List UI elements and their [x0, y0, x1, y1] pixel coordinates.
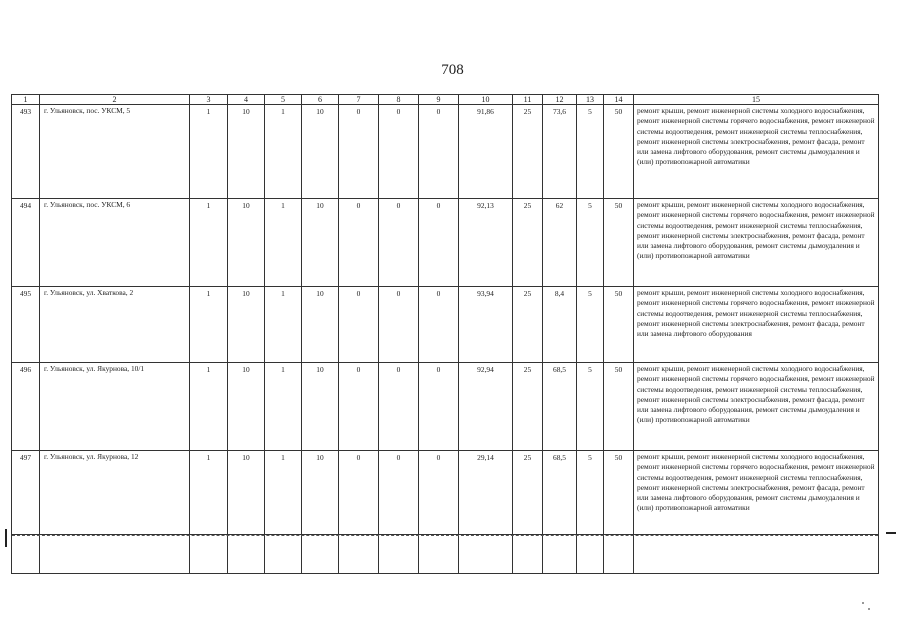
table-row-empty [12, 535, 879, 574]
cell-c10: 91,86 [459, 105, 513, 199]
header-col-13: 13 [577, 95, 604, 105]
scan-crop-mark-left [5, 529, 12, 547]
page-number: 708 [441, 62, 464, 78]
row-address: г. Ульяновск, ул. Якурнова, 10/1 [40, 363, 190, 451]
empty-cell [459, 535, 513, 574]
cell-c7: 0 [339, 199, 379, 287]
column-number-header [12, 95, 879, 105]
header-col-3: 3 [190, 95, 228, 105]
cell-c9: 0 [419, 105, 459, 199]
cell-c3: 1 [190, 287, 228, 363]
cell-c14: 50 [604, 363, 634, 451]
table-row [12, 451, 879, 535]
row-works: ремонт крыши, ремонт инженерной системы холодного водоснабжения, ремонт инженерной системы горячего водоснабжения, ремонт инженерной системы водоотведения, ремонт инженерной системы теплоснабжения, ремонт инженерной системы электроснабжения, ремонт фасада, ремонт или замена лифтового оборудования [634, 287, 879, 363]
cell-c5: 1 [265, 105, 302, 199]
cell-c14: 50 [604, 287, 634, 363]
cell-c7: 0 [339, 105, 379, 199]
empty-cell [577, 535, 604, 574]
header-col-15: 15 [634, 95, 879, 105]
cell-c6: 10 [302, 451, 339, 535]
cell-c8: 0 [379, 363, 419, 451]
cell-c5: 1 [265, 199, 302, 287]
row-index: 493 [12, 105, 40, 199]
cell-c8: 0 [379, 199, 419, 287]
scan-crop-mark-right [886, 532, 896, 548]
header-col-5: 5 [265, 95, 302, 105]
cell-c11: 25 [513, 199, 543, 287]
cell-c8: 0 [379, 451, 419, 535]
cell-c5: 1 [265, 451, 302, 535]
cell-c9: 0 [419, 363, 459, 451]
cell-c3: 1 [190, 363, 228, 451]
scan-artifact-line [12, 535, 878, 536]
row-address: г. Ульяновск, пос. УКСМ, 5 [40, 105, 190, 199]
header-col-2: 2 [40, 95, 190, 105]
cell-c6: 10 [302, 363, 339, 451]
cell-c13: 5 [577, 105, 604, 199]
cell-c12: 68,5 [543, 363, 577, 451]
row-address: г. Ульяновск, ул. Якурнова, 12 [40, 451, 190, 535]
cell-c10: 93,94 [459, 287, 513, 363]
cell-c4: 10 [228, 363, 265, 451]
cell-c14: 50 [604, 199, 634, 287]
cell-c4: 10 [228, 199, 265, 287]
table-row [12, 199, 879, 287]
cell-c13: 5 [577, 363, 604, 451]
cell-c6: 10 [302, 287, 339, 363]
table-row [12, 287, 879, 363]
empty-cell [604, 535, 634, 574]
row-works: ремонт крыши, ремонт инженерной системы холодного водоснабжения, ремонт инженерной системы горячего водоснабжения, ремонт инженерной системы водоотведения, ремонт инженерной системы теплоснабжения, ремонт инженерной системы электроснабжения, ремонт фасада, ремонт или замена лифтового оборудования, ремонт системы дымоудаления и (или) противопожарной автоматики [634, 363, 879, 451]
cell-c4: 10 [228, 287, 265, 363]
empty-cell [12, 535, 40, 574]
header-col-1: 1 [12, 95, 40, 105]
empty-cell [40, 535, 190, 574]
cell-c8: 0 [379, 287, 419, 363]
cell-c8: 0 [379, 105, 419, 199]
cell-c14: 50 [604, 451, 634, 535]
header-col-9: 9 [419, 95, 459, 105]
cell-c10: 29,14 [459, 451, 513, 535]
row-index: 495 [12, 287, 40, 363]
cell-c4: 10 [228, 451, 265, 535]
empty-cell [302, 535, 339, 574]
cell-c9: 0 [419, 451, 459, 535]
cell-c9: 0 [419, 199, 459, 287]
scan-speck [868, 608, 870, 610]
cell-c13: 5 [577, 451, 604, 535]
cell-c6: 10 [302, 105, 339, 199]
empty-cell [190, 535, 228, 574]
cell-c7: 0 [339, 363, 379, 451]
cell-c7: 0 [339, 451, 379, 535]
cell-c11: 25 [513, 363, 543, 451]
cell-c14: 50 [604, 105, 634, 199]
cell-c12: 68,5 [543, 451, 577, 535]
cell-c5: 1 [265, 287, 302, 363]
cell-c12: 8,4 [543, 287, 577, 363]
scan-speck [862, 602, 864, 604]
cell-c11: 25 [513, 451, 543, 535]
header-col-6: 6 [302, 95, 339, 105]
cell-c3: 1 [190, 105, 228, 199]
empty-cell [228, 535, 265, 574]
cell-c11: 25 [513, 287, 543, 363]
row-index: 496 [12, 363, 40, 451]
row-works: ремонт крыши, ремонт инженерной системы холодного водоснабжения, ремонт инженерной системы горячего водоснабжения, ремонт инженерной системы водоотведения, ремонт инженерной системы теплоснабжения, ремонт инженерной системы электроснабжения, ремонт фасада, ремонт или замена лифтового оборудования, ремонт системы дымоудаления и (или) противопожарной автоматики [634, 199, 879, 287]
header-col-11: 11 [513, 95, 543, 105]
row-index: 494 [12, 199, 40, 287]
row-works: ремонт крыши, ремонт инженерной системы холодного водоснабжения, ремонт инженерной системы горячего водоснабжения, ремонт инженерной системы водоотведения, ремонт инженерной системы теплоснабжения, ремонт инженерной системы электроснабжения, ремонт фасада, ремонт или замена лифтового оборудования, ремонт системы дымоудаления и (или) противопожарной автоматики [634, 105, 879, 199]
cell-c10: 92,94 [459, 363, 513, 451]
empty-cell [339, 535, 379, 574]
empty-cell [419, 535, 459, 574]
header-col-10: 10 [459, 95, 513, 105]
header-col-14: 14 [604, 95, 634, 105]
cell-c12: 62 [543, 199, 577, 287]
cell-c5: 1 [265, 363, 302, 451]
table-row [12, 363, 879, 451]
empty-cell [543, 535, 577, 574]
row-address: г. Ульяновск, пос. УКСМ, 6 [40, 199, 190, 287]
cell-c11: 25 [513, 105, 543, 199]
empty-cell [379, 535, 419, 574]
cell-c10: 92,13 [459, 199, 513, 287]
row-index: 497 [12, 451, 40, 535]
cell-c9: 0 [419, 287, 459, 363]
table-row [12, 105, 879, 199]
header-col-8: 8 [379, 95, 419, 105]
cell-c12: 73,6 [543, 105, 577, 199]
cell-c13: 5 [577, 287, 604, 363]
header-col-12: 12 [543, 95, 577, 105]
capital-repair-table [11, 94, 879, 574]
cell-c3: 1 [190, 199, 228, 287]
empty-cell [634, 535, 879, 574]
cell-c4: 10 [228, 105, 265, 199]
header-col-4: 4 [228, 95, 265, 105]
cell-c6: 10 [302, 199, 339, 287]
cell-c3: 1 [190, 451, 228, 535]
cell-c7: 0 [339, 287, 379, 363]
row-works: ремонт крыши, ремонт инженерной системы холодного водоснабжения, ремонт инженерной системы горячего водоснабжения, ремонт инженерной системы водоотведения, ремонт инженерной системы теплоснабжения, ремонт инженерной системы электроснабжения, ремонт фасада, ремонт или замена лифтового оборудования, ремонт системы дымоудаления и (или) противопожарной автоматики [634, 451, 879, 535]
cell-c13: 5 [577, 199, 604, 287]
header-col-7: 7 [339, 95, 379, 105]
row-address: г. Ульяновск, ул. Хваткова, 2 [40, 287, 190, 363]
empty-cell [265, 535, 302, 574]
empty-cell [513, 535, 543, 574]
